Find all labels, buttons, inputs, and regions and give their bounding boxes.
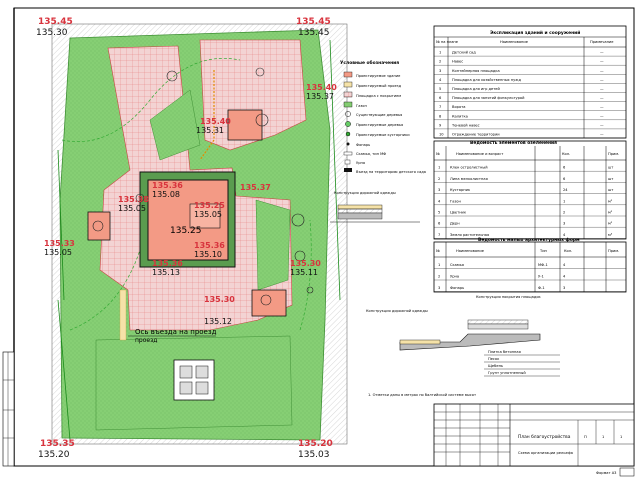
svg-text:П: П (584, 435, 587, 439)
table-cell: 5 (439, 87, 442, 91)
svg-text:135.31: 135.31 (196, 126, 224, 135)
table-cell: Кустарник (450, 188, 471, 193)
table-cell: 6 (438, 221, 441, 226)
table-cell: Площадка для занятий физкультурой (452, 96, 525, 101)
svg-text:135.36: 135.36 (152, 259, 183, 268)
svg-text:Прим.: Прим. (608, 249, 620, 253)
svg-text:135.35: 135.35 (40, 439, 75, 449)
svg-text:135.45: 135.45 (298, 28, 330, 38)
svg-text:1. Отметки даны в метрах по ба: 1. Отметки даны в метрах по балтийской системе высот (368, 393, 477, 397)
table-cell: 3 (563, 221, 566, 226)
table-cell: Ограждение территории (452, 132, 500, 137)
svg-text:Фонарь: Фонарь (356, 143, 371, 147)
explication-table (434, 26, 626, 138)
table-cell: Фонарь (450, 286, 465, 290)
svg-text:проезд: проезд (135, 337, 158, 344)
svg-text:Экспликация зданий и сооружени: Экспликация зданий и сооружений (490, 31, 581, 36)
svg-text:Примечание: Примечание (590, 40, 614, 44)
table-cell: м² (608, 221, 613, 226)
table-cell: — (600, 59, 604, 64)
table-cell: м² (608, 199, 613, 204)
table-cell: 1 (438, 165, 441, 170)
table-cell: шт (608, 165, 614, 170)
svg-text:1: 1 (602, 435, 605, 439)
table-cell: — (600, 114, 604, 119)
table-cell: Площадка для игр детей (452, 87, 500, 91)
table-cell: 10 (439, 132, 444, 137)
svg-text:Щебень: Щебень (488, 364, 504, 368)
table-cell: 5 (438, 210, 441, 215)
left-stamp (3, 352, 14, 466)
svg-text:Условные обозначения: Условные обозначения (340, 61, 400, 66)
table-cell: Калитка (452, 114, 468, 119)
svg-text:135.30: 135.30 (204, 295, 235, 304)
table-cell: 9 (439, 123, 442, 128)
table-cell: — (600, 105, 604, 110)
svg-text:135.05: 135.05 (118, 204, 146, 213)
svg-text:Конструкция дорожной одежды: Конструкция дорожной одежды (334, 191, 396, 195)
table-cell: 3 (438, 188, 441, 193)
table-cell: Навес (452, 59, 464, 64)
table-cell: 1 (439, 50, 442, 55)
table-cell: — (600, 87, 604, 91)
table-cell: — (600, 77, 604, 82)
table-cell: м² (608, 210, 613, 215)
table-cell: Ворота (452, 105, 466, 110)
table-cell: У-1 (538, 274, 544, 279)
svg-text:135.25: 135.25 (194, 201, 225, 210)
svg-text:135.25: 135.25 (170, 226, 202, 236)
table-cell: Урна (450, 274, 460, 279)
format-label: Формат А3 (596, 471, 617, 475)
table-cell: Клен остролистный (450, 165, 488, 170)
svg-text:135.30: 135.30 (36, 28, 68, 38)
table-cell: 2 (439, 59, 442, 64)
table-cell: Липа мелколистная (450, 176, 488, 181)
svg-text:Конструкция покрытия площадок: Конструкция покрытия площадок (476, 295, 541, 299)
table-cell: Дерн (450, 221, 460, 226)
svg-text:135.33: 135.33 (44, 239, 75, 248)
svg-text:Песок: Песок (488, 357, 500, 361)
table-cell: 6 (439, 96, 442, 101)
svg-text:Грунт уплотненный: Грунт уплотненный (488, 371, 526, 375)
table-cell: Скамья (450, 263, 464, 267)
svg-text:Наименование: Наименование (456, 249, 484, 253)
svg-text:135.12: 135.12 (204, 317, 232, 326)
svg-text:135.38: 135.38 (118, 195, 149, 204)
pavilion (228, 110, 262, 140)
table-cell: — (600, 123, 604, 128)
svg-text:Проектируемые кустарники: Проектируемые кустарники (356, 133, 410, 137)
table-cell: м³ (608, 232, 613, 237)
table-cell: 2 (438, 176, 441, 181)
table-cell: МФ-1 (538, 263, 548, 267)
svg-text:Ведомость элементов озеленения: Ведомость элементов озеленения (470, 141, 557, 146)
table-cell: 1 (563, 199, 566, 204)
svg-text:135.20: 135.20 (38, 450, 70, 460)
svg-text:Проектируемое здание: Проектируемое здание (356, 74, 401, 78)
table-cell: шт (608, 188, 614, 193)
table-cell: 4 (563, 274, 566, 279)
svg-text:135.30: 135.30 (290, 259, 321, 268)
table-cell: 4 (563, 232, 566, 237)
svg-text:Плитка бетонная: Плитка бетонная (488, 350, 521, 354)
svg-text:135.36: 135.36 (194, 241, 225, 250)
svg-text:Площадка с покрытием: Площадка с покрытием (356, 94, 402, 98)
table-cell: 4 (439, 77, 442, 82)
table-cell: Цветник (450, 210, 467, 215)
table-cell: Контейнерная площадка (452, 68, 500, 73)
table-cell: 1 (438, 263, 441, 267)
svg-text:№ на плане: № на плане (436, 40, 458, 44)
shed (88, 212, 110, 240)
table-cell: 3 (439, 68, 442, 73)
svg-text:135.45: 135.45 (296, 17, 331, 27)
canopy (252, 290, 286, 316)
svg-text:Ведомость малых архитектурных: Ведомость малых архитектурных форм (478, 238, 580, 243)
table-cell: Площадка для хозяйственных нужд (452, 77, 522, 82)
table-cell: 6 (563, 165, 566, 170)
svg-text:Кол.: Кол. (564, 249, 573, 253)
table-cell: 2 (438, 274, 441, 279)
table-cell: Ф-1 (538, 286, 545, 290)
title-block (434, 404, 634, 466)
svg-text:135.13: 135.13 (152, 268, 180, 277)
svg-text:135.11: 135.11 (290, 268, 318, 277)
table-cell: 3 (438, 286, 441, 290)
svg-text:135.05: 135.05 (194, 210, 222, 219)
landscaping-table (434, 140, 626, 239)
svg-text:Скамья, тип МФ: Скамья, тип МФ (356, 152, 387, 156)
svg-text:№: № (436, 249, 440, 253)
driveway-label: Ось въезда на проезд (135, 328, 217, 336)
svg-text:135.36: 135.36 (152, 181, 183, 190)
forms-table (434, 236, 626, 292)
table-cell: 7 (438, 232, 441, 237)
table-cell: Земля растительная (450, 232, 490, 237)
svg-text:Наименование: Наименование (500, 40, 528, 44)
svg-text:135.40: 135.40 (306, 83, 337, 92)
table-cell: 8 (439, 114, 442, 119)
table-cell: 6 (563, 176, 566, 181)
table-cell: — (600, 96, 604, 101)
table-cell: 24 (563, 188, 568, 193)
svg-text:Конструкция дорожной одежды: Конструкция дорожной одежды (366, 309, 428, 313)
svg-text:1: 1 (620, 435, 623, 439)
table-cell: — (600, 68, 604, 73)
svg-text:Кол.: Кол. (562, 152, 571, 156)
table-cell: 4 (438, 199, 441, 204)
svg-text:Урна: Урна (356, 161, 366, 165)
svg-text:Газон: Газон (356, 104, 367, 108)
svg-text:135.05: 135.05 (44, 248, 72, 257)
svg-text:Проектируемый проезд: Проектируемый проезд (356, 84, 402, 88)
svg-text:135.37: 135.37 (240, 183, 271, 192)
svg-text:Въезд на территорию детского с: Въезд на территорию детского сада (356, 170, 426, 174)
svg-text:135.37: 135.37 (306, 92, 334, 101)
table-cell: — (600, 50, 604, 55)
svg-text:План благоустройства: План благоустройства (518, 435, 571, 440)
svg-text:135.08: 135.08 (152, 190, 180, 199)
svg-text:№: № (436, 152, 440, 156)
table-cell: Газон (450, 199, 461, 204)
table-cell: — (600, 132, 604, 137)
table-cell: 3 (563, 286, 566, 290)
svg-text:135.40: 135.40 (200, 117, 231, 126)
table-cell: Детский сад (452, 50, 476, 55)
table-cell: шт (608, 176, 614, 181)
table-cell: Теневой навес (452, 123, 480, 128)
table-cell: 7 (439, 105, 442, 110)
svg-text:Схема организации рельефа: Схема организации рельефа (518, 451, 573, 455)
svg-text:Тип: Тип (540, 249, 547, 253)
table-cell: 4 (563, 263, 566, 267)
svg-text:Наименование и возраст: Наименование и возраст (456, 152, 504, 156)
table-cell: 2 (563, 210, 566, 215)
svg-text:Проектируемые деревья: Проектируемые деревья (356, 123, 404, 127)
svg-text:135.20: 135.20 (298, 439, 333, 449)
svg-text:135.03: 135.03 (298, 450, 330, 460)
svg-text:135.10: 135.10 (194, 250, 222, 259)
svg-text:Существующие деревья: Существующие деревья (356, 113, 403, 117)
svg-text:135.45: 135.45 (38, 17, 73, 27)
svg-text:Прим.: Прим. (608, 152, 620, 156)
